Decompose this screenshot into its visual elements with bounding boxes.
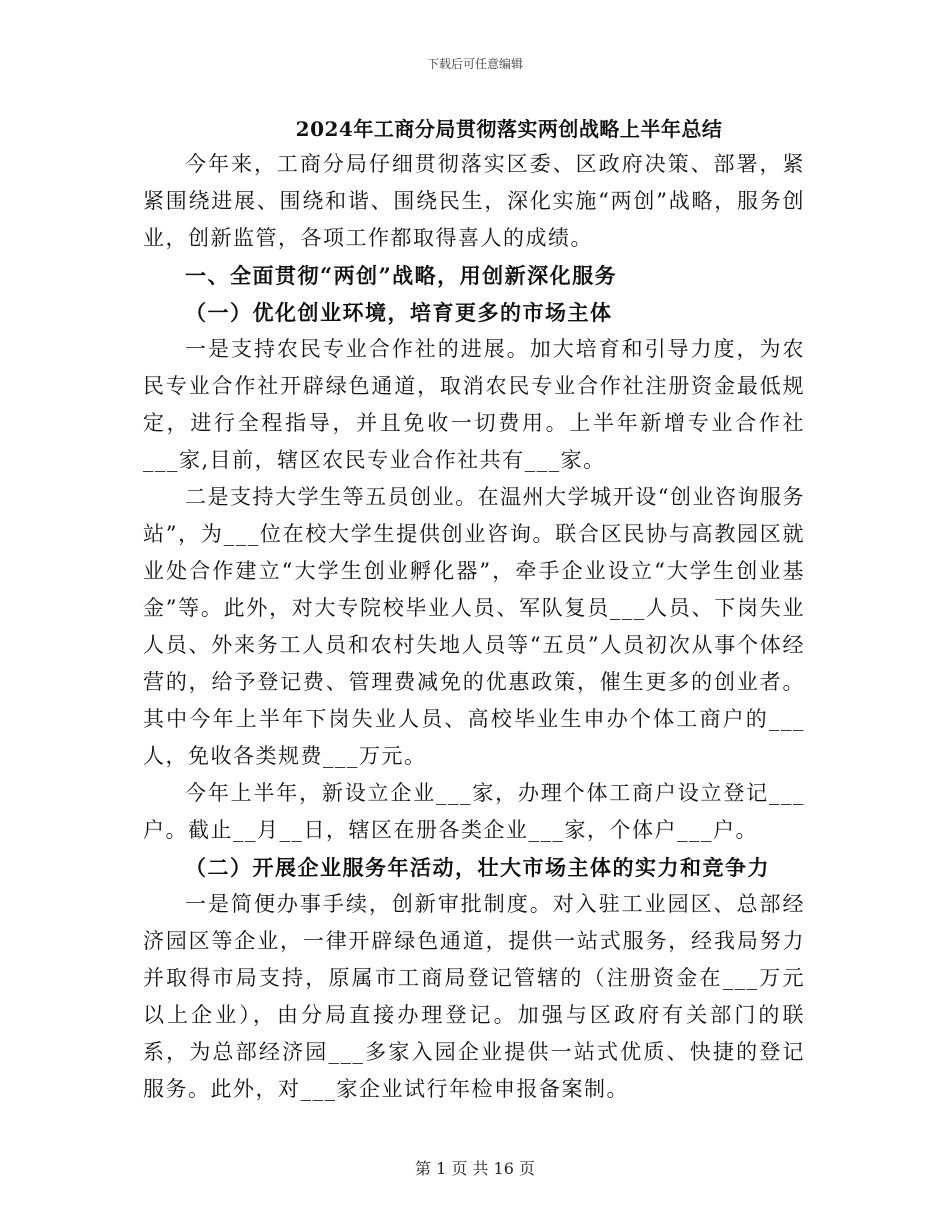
paragraph: 一是支持农民专业合作社的进展。加大培育和引导力度，为农民专业合作社开辟绿色通道，取消农民专业合作社注册资金最低规定，进行全程指导，并且免收一切费用。上半年新增专业合作社___家,目前，辖区农民专业合作社共有___家。 (143, 337, 805, 472)
paragraph: 二是支持大学生等五员创业。在温州大学城开设“创业咨询服务站”，为___位在校大学生提供创业咨询。联合区民协与高教园区就业处合作建立“大学生创业孵化器”，牵手企业设立“大学生创业基金”等。此外，对大专院校毕业人员、军队复员___人员、下岗失业人员、外来务工人员和农村失地人员等“五员”人员初次从事个体经营的，给予登记费、管理费减免的优惠政策，催生更多的创业者。其中今年上半年下岗失业人员、高校毕业生申办个体工商户的___人，免收各类规费___万元。 (143, 485, 805, 768)
page-footer: 第 1 页 共 16 页 (415, 1159, 535, 1178)
paragraph: 一是简便办事手续，创新审批制度。对入驻工业园区、总部经济园区等企业，一律开辟绿色通道，提供一站式服务，经我局努力并取得市局支持，原属市工商局登记管辖的（注册资金在___万元以上企业），由分局直接办理登记。加强与区政府有关部门的联系，为总部经济园___多家入园企业提供一站式优质、快捷的登记服务。此外，对___家企业试行年检申报备案制。 (143, 892, 805, 1101)
document-body (143, 112, 805, 1108)
document-title: 2024年工商分局贯彻落实两创战略上半年总结 (295, 117, 723, 141)
intro-paragraph: 今年来，工商分局仔细贯彻落实区委、区政府决策、部署，紧紧围绕进展、围绕和谐、围绕民生，深化实施“两创”战略，服务创业，创新监管，各项工作都取得喜人的成绩。 (143, 152, 805, 250)
subsection-heading: （一）优化创业环境，培育更多的市场主体 (185, 300, 613, 325)
header-note: 下载后可任意编辑 (426, 57, 523, 71)
section-heading: 一、全面贯彻“两创”战略，用创新深化服务 (185, 263, 618, 288)
subsection-heading: （二）开展企业服务年活动，壮大市场主体的实力和竞争力 (185, 855, 770, 880)
paragraph: 今年上半年，新设立企业___家，办理个体工商户设立登记___户。截止__月__日，辖区在册各类企业___家，个体户___户。 (143, 781, 805, 842)
